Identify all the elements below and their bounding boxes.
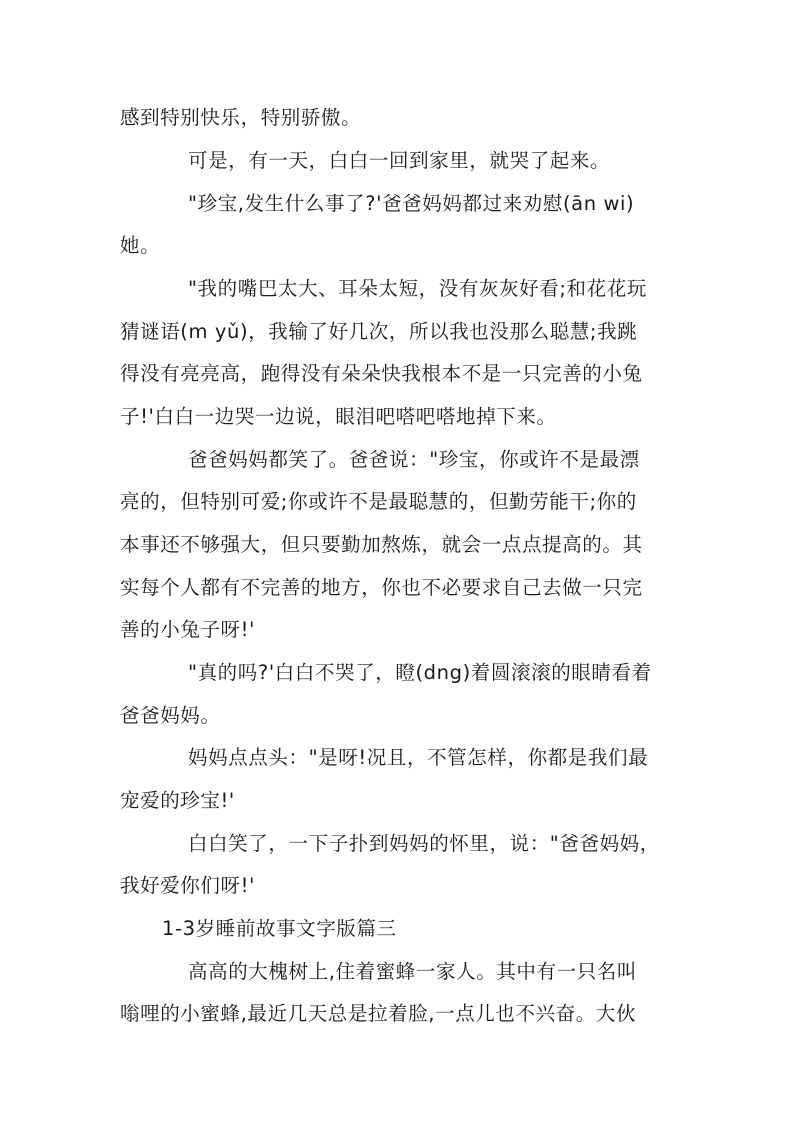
text-line: 爸爸妈妈。 [120, 704, 221, 727]
text-line: 妈妈点点头："是呀!况且，不管怎样，你都是我们最 [188, 746, 649, 769]
text-line: 白白笑了，一下子扑到妈妈的怀里，说："爸爸妈妈， [188, 832, 660, 855]
text-line: 猜谜语(m yǔ)，我输了好几次，所以我也没那么聪慧;我跳 [120, 320, 638, 343]
text-line: "我的嘴巴太大、耳朵太短，没有灰灰好看;和花花玩 [188, 277, 647, 300]
text-line: 善的小兔子呀!' [120, 618, 255, 641]
text-line: 本事还不够强大，但只要勤加熬炼，就会一点点提高的。其 [120, 533, 643, 556]
text-line: 子!'白白一边哭一边说，眼泪吧嗒吧嗒地掉下来。 [120, 405, 557, 428]
section-heading: 1-3岁睡前故事文字版篇三 [162, 917, 397, 940]
text-line: 嗡哩的小蜜蜂,最近几天总是拉着脸,一点儿也不兴奋。大伙 [120, 1002, 637, 1025]
text-line: "珍宝,发生什么事了?'爸爸妈妈都过来劝慰(ān wi) [188, 192, 635, 215]
text-line: 我好爱你们呀!' [120, 874, 255, 897]
text-line: "真的吗?'白白不哭了，瞪(dng)着圆滚滚的眼睛看着 [188, 661, 652, 684]
text-line: 爸爸妈妈都笑了。爸爸说："珍宝，你或许不是最漂 [188, 448, 640, 471]
text-line: 得没有亮亮高，跑得没有朵朵快我根本不是一只完善的小兔 [120, 362, 643, 385]
text-line: 亮的，但特别可爱;你或许不是最聪慧的，但勤劳能干;你的 [120, 490, 637, 513]
text-line: 宠爱的珍宝!' [120, 789, 235, 812]
text-line: 感到特别快乐，特别骄傲。 [120, 106, 362, 129]
text-line: 可是，有一天，白白一回到家里，就哭了起来。 [188, 149, 611, 172]
text-line: 她。 [120, 234, 161, 257]
text-line: 高高的大槐树上,住着蜜蜂一家人。其中有一只名叫 [188, 960, 637, 983]
text-line: 实每个人都有不完善的地方，你也不必要求自己去做一只完 [120, 576, 643, 599]
